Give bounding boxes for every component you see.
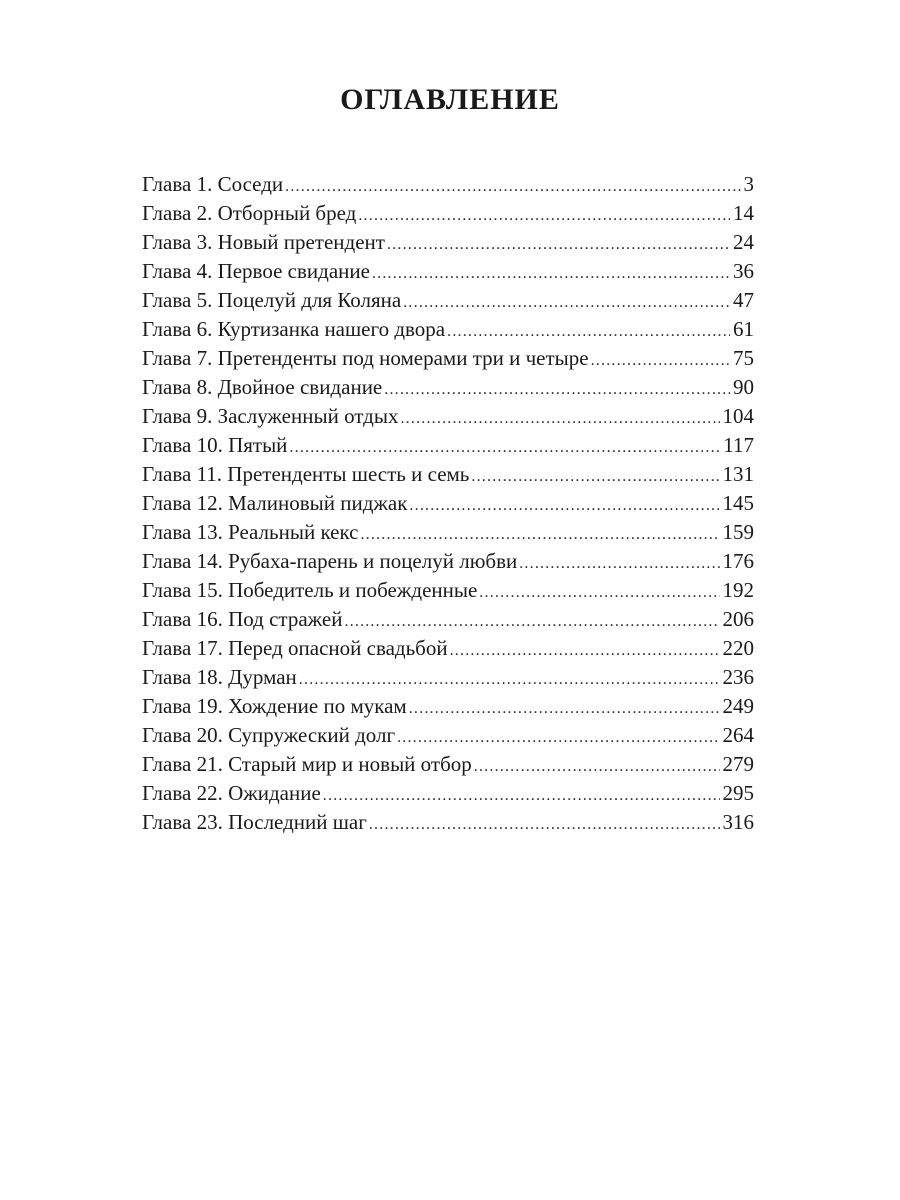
dot-leader (479, 578, 719, 607)
toc-entry (142, 750, 754, 779)
chapter-title: Глава 2. Отборный бред (142, 201, 357, 225)
page-number: 220 (722, 636, 754, 660)
chapter-title: Глава 5. Поцелуй для Коляна (142, 288, 402, 312)
dot-leader (360, 520, 719, 549)
toc-entry (142, 547, 754, 576)
page-number: 36 (733, 259, 754, 283)
page-number: 249 (722, 694, 754, 718)
dot-leader (519, 549, 719, 578)
toc-entry (142, 257, 754, 286)
dot-leader (358, 201, 730, 230)
toc-entry (142, 692, 754, 721)
page-number: 316 (722, 810, 754, 834)
dot-leader (387, 230, 730, 259)
toc-entry (142, 228, 754, 257)
page-number: 145 (722, 491, 754, 515)
toc-entry (142, 402, 754, 431)
dot-leader (289, 433, 720, 462)
page-number: 279 (722, 752, 754, 776)
toc-entry (142, 721, 754, 750)
page-number: 24 (733, 230, 754, 254)
dot-leader (397, 723, 719, 752)
toc-entry (142, 460, 754, 489)
dot-leader (299, 665, 720, 694)
page-number: 14 (733, 201, 754, 225)
table-of-contents (142, 170, 754, 837)
toc-entry (142, 663, 754, 692)
toc-entry (142, 489, 754, 518)
toc-entry (142, 634, 754, 663)
dot-leader (447, 317, 730, 346)
page-number: 206 (722, 607, 754, 631)
page-number: 117 (723, 433, 754, 457)
page-number: 3 (743, 172, 754, 196)
toc-entry (142, 344, 754, 373)
page-number: 75 (733, 346, 754, 370)
toc-entry (142, 199, 754, 228)
dot-leader (323, 781, 720, 810)
toc-entry (142, 315, 754, 344)
chapter-title: Глава 14. Рубаха-парень и поцелуй любви (142, 549, 518, 573)
chapter-title: Глава 12. Малиновый пиджак (142, 491, 408, 515)
toc-entry (142, 170, 754, 199)
chapter-title: Глава 11. Претенденты шесть и семь (142, 462, 470, 486)
chapter-title: Глава 6. Куртизанка нашего двора (142, 317, 446, 341)
toc-entry (142, 518, 754, 547)
dot-leader (474, 752, 720, 781)
page-number: 192 (722, 578, 754, 602)
dot-leader (471, 462, 719, 491)
toc-entry (142, 808, 754, 837)
page-number: 90 (733, 375, 754, 399)
chapter-title: Глава 9. Заслуженный отдых (142, 404, 399, 428)
chapter-title: Глава 20. Супружеский долг (142, 723, 396, 747)
toc-entry (142, 431, 754, 460)
toc-entry (142, 576, 754, 605)
dot-leader (403, 288, 730, 317)
dot-leader (591, 346, 730, 375)
chapter-title: Глава 8. Двойное свидание (142, 375, 383, 399)
page-number: 295 (722, 781, 754, 805)
chapter-title: Глава 19. Хождение по мукам (142, 694, 407, 718)
dot-leader (369, 810, 720, 839)
chapter-title: Глава 10. Пятый (142, 433, 288, 457)
dot-leader (285, 172, 740, 201)
dot-leader (409, 491, 719, 520)
dot-leader (400, 404, 719, 433)
page-number: 131 (722, 462, 754, 486)
toc-entry (142, 373, 754, 402)
chapter-title: Глава 18. Дурман (142, 665, 297, 689)
chapter-title: Глава 21. Старый мир и новый отбор (142, 752, 472, 776)
chapter-title: Глава 7. Претенденты под номерами три и четыре (142, 346, 589, 370)
page-number: 176 (722, 549, 754, 573)
chapter-title: Глава 4. Первое свидание (142, 259, 370, 283)
chapter-title: Глава 22. Ожидание (142, 781, 321, 805)
chapter-title: Глава 17. Перед опасной свадьбой (142, 636, 448, 660)
page-number: 264 (722, 723, 754, 747)
toc-entry (142, 286, 754, 315)
chapter-title: Глава 3. Новый претендент (142, 230, 385, 254)
chapter-title: Глава 16. Под стражей (142, 607, 343, 631)
page-number: 61 (733, 317, 754, 341)
dot-leader (384, 375, 730, 404)
page-number: 104 (722, 404, 754, 428)
chapter-title: Глава 15. Победитель и побежденные (142, 578, 478, 602)
page-number: 236 (722, 665, 754, 689)
dot-leader (409, 694, 720, 723)
dot-leader (372, 259, 730, 288)
toc-entry (142, 779, 754, 808)
dot-leader (450, 636, 720, 665)
chapter-title: Глава 23. Последний шаг (142, 810, 367, 834)
page-title: ОГЛАВЛЕНИЕ (340, 83, 560, 116)
chapter-title: Глава 1. Соседи (142, 172, 284, 196)
dot-leader (344, 607, 719, 636)
chapter-title: Глава 13. Реальный кекс (142, 520, 359, 544)
toc-entry (142, 605, 754, 634)
page-number: 159 (722, 520, 754, 544)
page-number: 47 (733, 288, 754, 312)
